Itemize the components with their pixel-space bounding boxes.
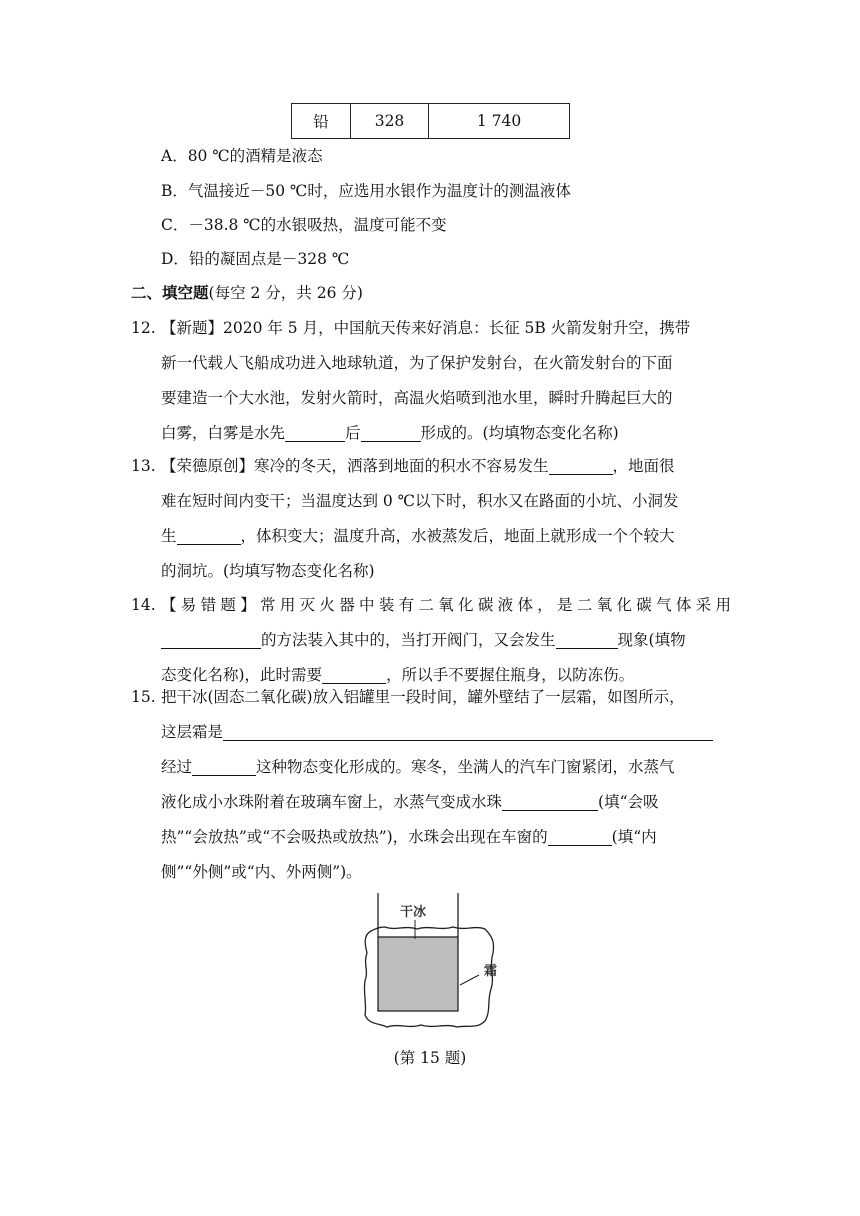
table-cell-boiling-point: 1 740 bbox=[429, 104, 570, 139]
label-frost: 霜 bbox=[484, 964, 498, 979]
q12-line-2: 新一代载人飞船成功进入地球轨道，为了保护发射台，在火箭发射台的下面 bbox=[161, 354, 673, 372]
question-number-12: 12. bbox=[131, 319, 156, 337]
answer-blank[interactable] bbox=[285, 423, 345, 442]
option-a: A．80 ℃的酒精是液态 bbox=[161, 147, 323, 165]
question-number-13: 13. bbox=[131, 457, 156, 475]
dry-ice-can-figure bbox=[355, 893, 515, 1033]
label-dry-ice: 干冰 bbox=[400, 905, 427, 920]
table-cell-substance: 铅 bbox=[292, 104, 351, 139]
q12-line-3: 要建造一个大水池，发射火箭时，高温火焰喷到池水里，瞬时升腾起巨大的 bbox=[161, 389, 673, 407]
q15-line-3: 经过 这种物态变化形成的。寒冬，坐满人的汽车门窗紧闭，水蒸气 bbox=[161, 758, 675, 776]
question-15 bbox=[161, 685, 731, 895]
section-title: 二、填空题 bbox=[131, 283, 209, 302]
answer-blank[interactable] bbox=[223, 722, 713, 741]
q15-line-5: 热”“会放热”或“不会吸热或放热”)，水珠会出现在车窗的 (填“内 bbox=[161, 828, 657, 846]
section-heading bbox=[131, 281, 363, 305]
answer-blank[interactable] bbox=[177, 526, 241, 545]
q15-line-4: 液化成小水珠附着在玻璃车窗上，水蒸气变成水珠 (填“会吸 bbox=[161, 793, 659, 811]
answer-blank[interactable] bbox=[322, 665, 386, 684]
table-cell-melting-point: 328 bbox=[351, 104, 429, 139]
answer-blank[interactable] bbox=[556, 630, 618, 649]
question-number-15: 15. bbox=[131, 688, 156, 706]
q14-line-3: 态变化名称)，此时需要 ，所以手不要握住瓶身，以防冻伤。 bbox=[161, 666, 635, 684]
answer-blank[interactable] bbox=[361, 423, 421, 442]
dry-ice-block bbox=[378, 937, 458, 1011]
table-row bbox=[292, 104, 570, 139]
figure-caption: (第 15 题) bbox=[393, 1049, 467, 1067]
q13-line-1: 【荣德原创】寒冷的冬天，洒落到地面的积水不容易发生 ，地面很 bbox=[161, 457, 675, 475]
q13-line-3: 生 ，体积变大；温度升高，水被蒸发后，地面上就形成一个个较大 bbox=[161, 527, 675, 545]
answer-blank[interactable] bbox=[161, 630, 261, 649]
q13-line-4: 的洞坑。(均填写物态变化名称) bbox=[161, 562, 375, 580]
question-12 bbox=[161, 316, 731, 456]
q13-line-2: 难在短时间内变干；当温度达到 0 ℃以下时，积水又在路面的小坑、小洞发 bbox=[161, 492, 679, 510]
answer-blank[interactable] bbox=[549, 456, 613, 475]
q15-line-2: 这层霜是 bbox=[161, 720, 731, 755]
q12-line-1: 【新题】2020 年 5 月，中国航天传来好消息：长征 5B 火箭发射升空，携带 bbox=[161, 319, 691, 337]
melting-point-table bbox=[291, 103, 570, 139]
q14-line-1: 【易错题】常用灭火器中装有二氧化碳液体，是二氧化碳气体采用 bbox=[161, 596, 731, 614]
q15-line-6: 侧”“外侧”或“内、外两侧”)。 bbox=[161, 863, 362, 881]
answer-blank[interactable] bbox=[192, 757, 256, 776]
section-note: (每空 2 分，共 26 分) bbox=[208, 284, 363, 302]
q15-line-1: 把干冰(固态二氧化碳)放入铝罐里一段时间，罐外壁结了一层霜，如图所示， bbox=[161, 688, 685, 706]
question-number-14: 14. bbox=[131, 596, 156, 614]
option-c: C．－38.8 ℃的水银吸热，温度可能不变 bbox=[161, 216, 447, 234]
option-b: B．气温接近－50 ℃时，应选用水银作为温度计的测温液体 bbox=[161, 182, 571, 200]
q12-line-4: 白雾，白雾是水先 后 形成的。(均填物态变化名称) bbox=[161, 424, 619, 442]
option-d: D．铅的凝固点是－328 ℃ bbox=[161, 250, 350, 268]
answer-blank[interactable] bbox=[548, 827, 612, 846]
q14-line-2: 的方法装入其中的，当打开阀门，又会发生 现象(填物 bbox=[161, 628, 731, 663]
answer-blank[interactable] bbox=[502, 792, 598, 811]
question-14 bbox=[161, 593, 731, 698]
question-13 bbox=[161, 454, 731, 594]
